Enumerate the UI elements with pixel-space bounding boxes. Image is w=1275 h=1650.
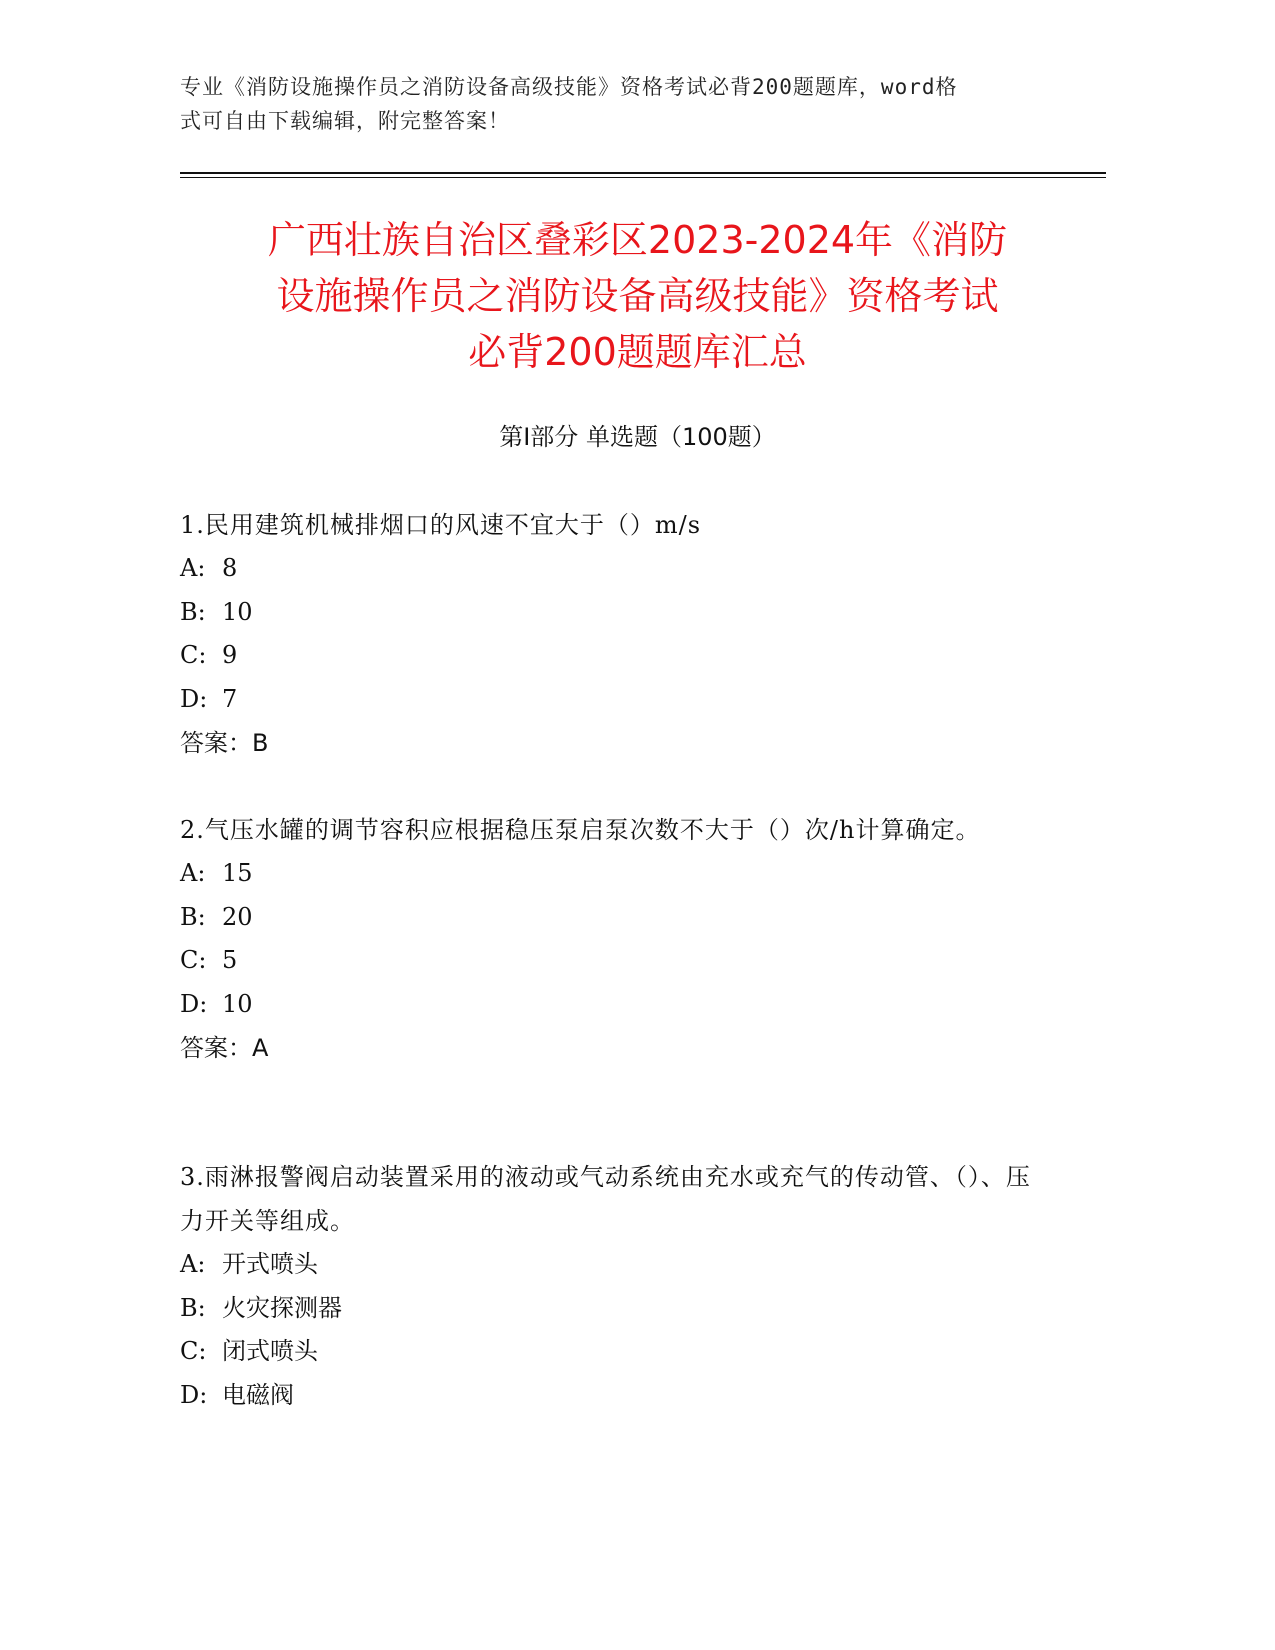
option-a xyxy=(180,547,1040,591)
option-d xyxy=(180,678,1040,722)
section-heading: 第Ⅰ部分 单选题（100题） xyxy=(499,423,776,451)
question-1 xyxy=(180,503,1040,765)
option-text: 闭式喷头 xyxy=(222,1337,318,1365)
option-b xyxy=(180,896,1040,940)
question-stem: 2.气压水罐的调节容积应根据稳压泵启泵次数不大于（）次/h计算确定。 xyxy=(180,816,981,844)
answer: 答案：B xyxy=(180,729,269,757)
option-c xyxy=(180,939,1040,983)
title-line-1: 广西壮族自治区叠彩区2023-2024年《消防 xyxy=(267,218,1008,262)
option-text: 9 xyxy=(222,641,238,669)
option-text: 开式喷头 xyxy=(222,1250,318,1278)
header-note-line-2: 式可自由下载编辑，附完整答案！ xyxy=(180,109,510,133)
option-key: C: xyxy=(180,641,207,669)
option-key: D: xyxy=(180,684,208,713)
option-key: B: xyxy=(180,902,206,931)
option-key: A: xyxy=(180,554,206,582)
option-b xyxy=(180,591,1040,635)
option-a xyxy=(180,1243,1040,1287)
question-3 xyxy=(180,1155,1040,1417)
question-stem: 1.民用建筑机械排烟口的风速不宜大于（）m/s xyxy=(180,511,702,539)
title-line-3: 必背200题题库汇总 xyxy=(468,330,807,374)
option-key: C: xyxy=(180,946,207,974)
document-title xyxy=(150,212,1125,380)
question-stem: 3.雨淋报警阀启动装置采用的液动或气动系统由充水或充气的传动管、（）、压力开关等组成。 xyxy=(180,1163,1031,1235)
option-key: B: xyxy=(180,1293,206,1322)
header-note-line-1: 专业《消防设施操作员之消防设备高级技能》资格考试必背200题题库，word格 xyxy=(180,75,958,99)
option-c xyxy=(180,634,1040,678)
option-c xyxy=(180,1330,1040,1374)
option-d xyxy=(180,1374,1040,1418)
question-2 xyxy=(180,808,1040,1070)
option-d xyxy=(180,983,1040,1027)
option-text: 8 xyxy=(222,554,238,582)
header-divider-thick xyxy=(180,172,1106,174)
option-key: A: xyxy=(180,1250,206,1278)
option-key: B: xyxy=(180,597,206,626)
title-line-2: 设施操作员之消防设备高级技能》资格考试 xyxy=(276,274,999,318)
option-a xyxy=(180,852,1040,896)
option-text: 15 xyxy=(222,859,253,887)
option-key: C: xyxy=(180,1337,207,1365)
option-text: 5 xyxy=(222,946,238,974)
option-text: 20 xyxy=(222,902,253,931)
answer: 答案：A xyxy=(180,1034,269,1062)
header-divider-thin xyxy=(180,177,1106,178)
option-text: 火灾探测器 xyxy=(222,1293,342,1322)
option-key: A: xyxy=(180,859,206,887)
option-text: 7 xyxy=(222,684,238,713)
option-text: 10 xyxy=(222,989,253,1018)
option-key: D: xyxy=(180,1380,208,1409)
document-header-note xyxy=(180,70,1060,138)
option-b xyxy=(180,1287,1040,1331)
option-key: D: xyxy=(180,989,208,1018)
option-text: 10 xyxy=(222,597,253,626)
option-text: 电磁阀 xyxy=(222,1380,294,1409)
